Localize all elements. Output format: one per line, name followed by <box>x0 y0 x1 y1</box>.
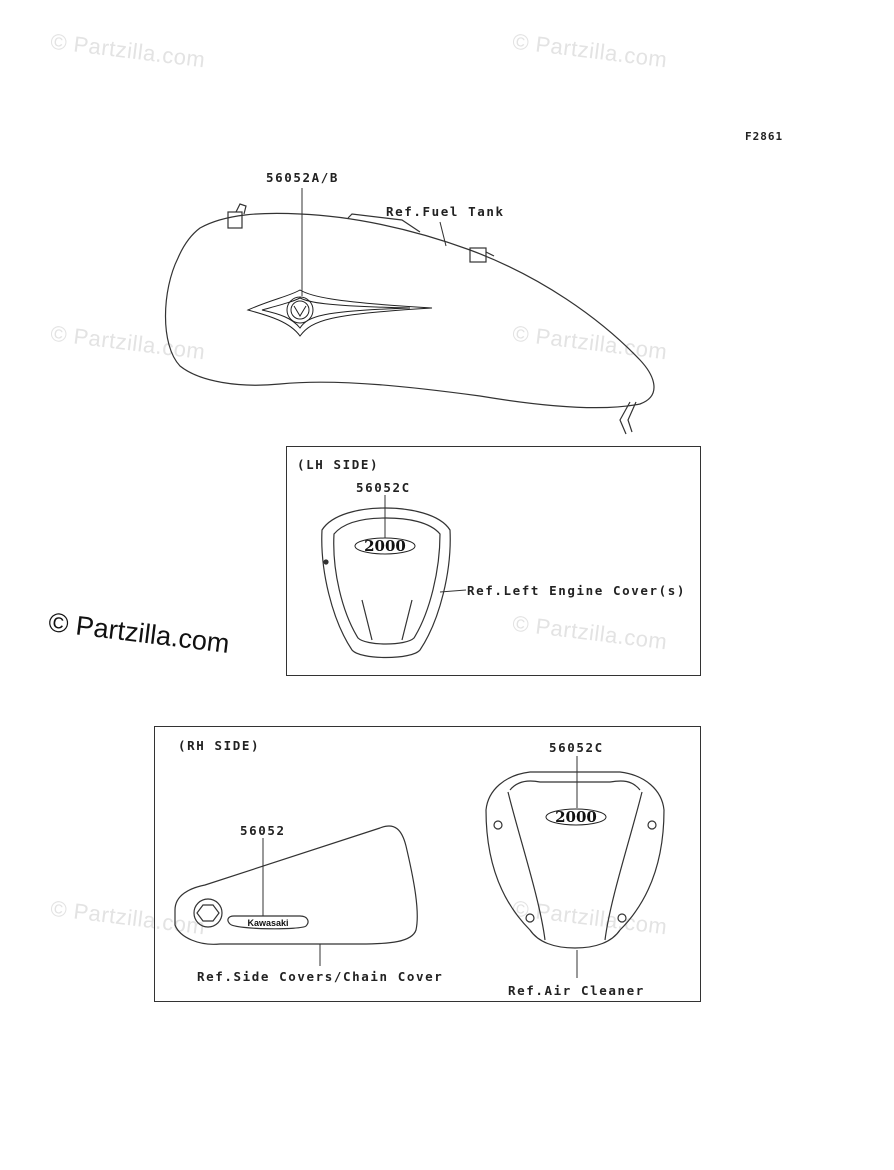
side-cover-drawing <box>175 826 417 944</box>
side-cover-emblem-text: Kawasaki <box>247 918 289 928</box>
fuel-tank-emblem <box>248 290 432 336</box>
watermark-bottom-right: © Partzilla.com <box>511 895 669 940</box>
fuel-tank-ref-label: Ref.Fuel Tank <box>386 204 505 219</box>
air-cleaner-emblem-2000 <box>546 808 606 826</box>
watermark-logo: © Partzilla.com <box>46 607 232 659</box>
watermark-mid-left: © Partzilla.com <box>49 320 207 365</box>
air-cleaner-drawing <box>486 772 664 948</box>
side-cover-ref-label: Ref.Side Covers/Chain Cover <box>197 969 444 984</box>
air-cleaner-ref-label: Ref.Air Cleaner <box>508 983 645 998</box>
watermark-bottom-left: © Partzilla.com <box>49 895 207 940</box>
air-cleaner-part-label[interactable]: 56052C <box>549 740 604 755</box>
fuel-tank-ref-leader <box>440 222 446 246</box>
lh-emblem-2000 <box>355 537 415 555</box>
air-cleaner-emblem-text: 2000 <box>555 808 597 826</box>
lh-side-ref-label: Ref.Left Engine Cover(s) <box>467 583 687 598</box>
watermark-top-left: © Partzilla.com <box>49 28 207 73</box>
watermark-mid-right: © Partzilla.com <box>511 320 669 365</box>
watermark-top-right: © Partzilla.com <box>511 28 669 73</box>
fuel-tank-drawing <box>166 204 654 434</box>
figure-id: F2861 <box>745 130 784 143</box>
side-cover-part-label[interactable]: 56052 <box>240 823 286 838</box>
fuel-tank-part-label[interactable]: 56052A/B <box>266 170 340 185</box>
left-engine-cover-drawing <box>322 508 450 658</box>
rh-side-title: (RH SIDE) <box>178 738 261 753</box>
lh-emblem-text: 2000 <box>364 537 406 555</box>
lh-side-part-label[interactable]: 56052C <box>356 480 411 495</box>
lh-side-title: (LH SIDE) <box>297 457 380 472</box>
watermark-lower-right: © Partzilla.com <box>511 610 669 655</box>
